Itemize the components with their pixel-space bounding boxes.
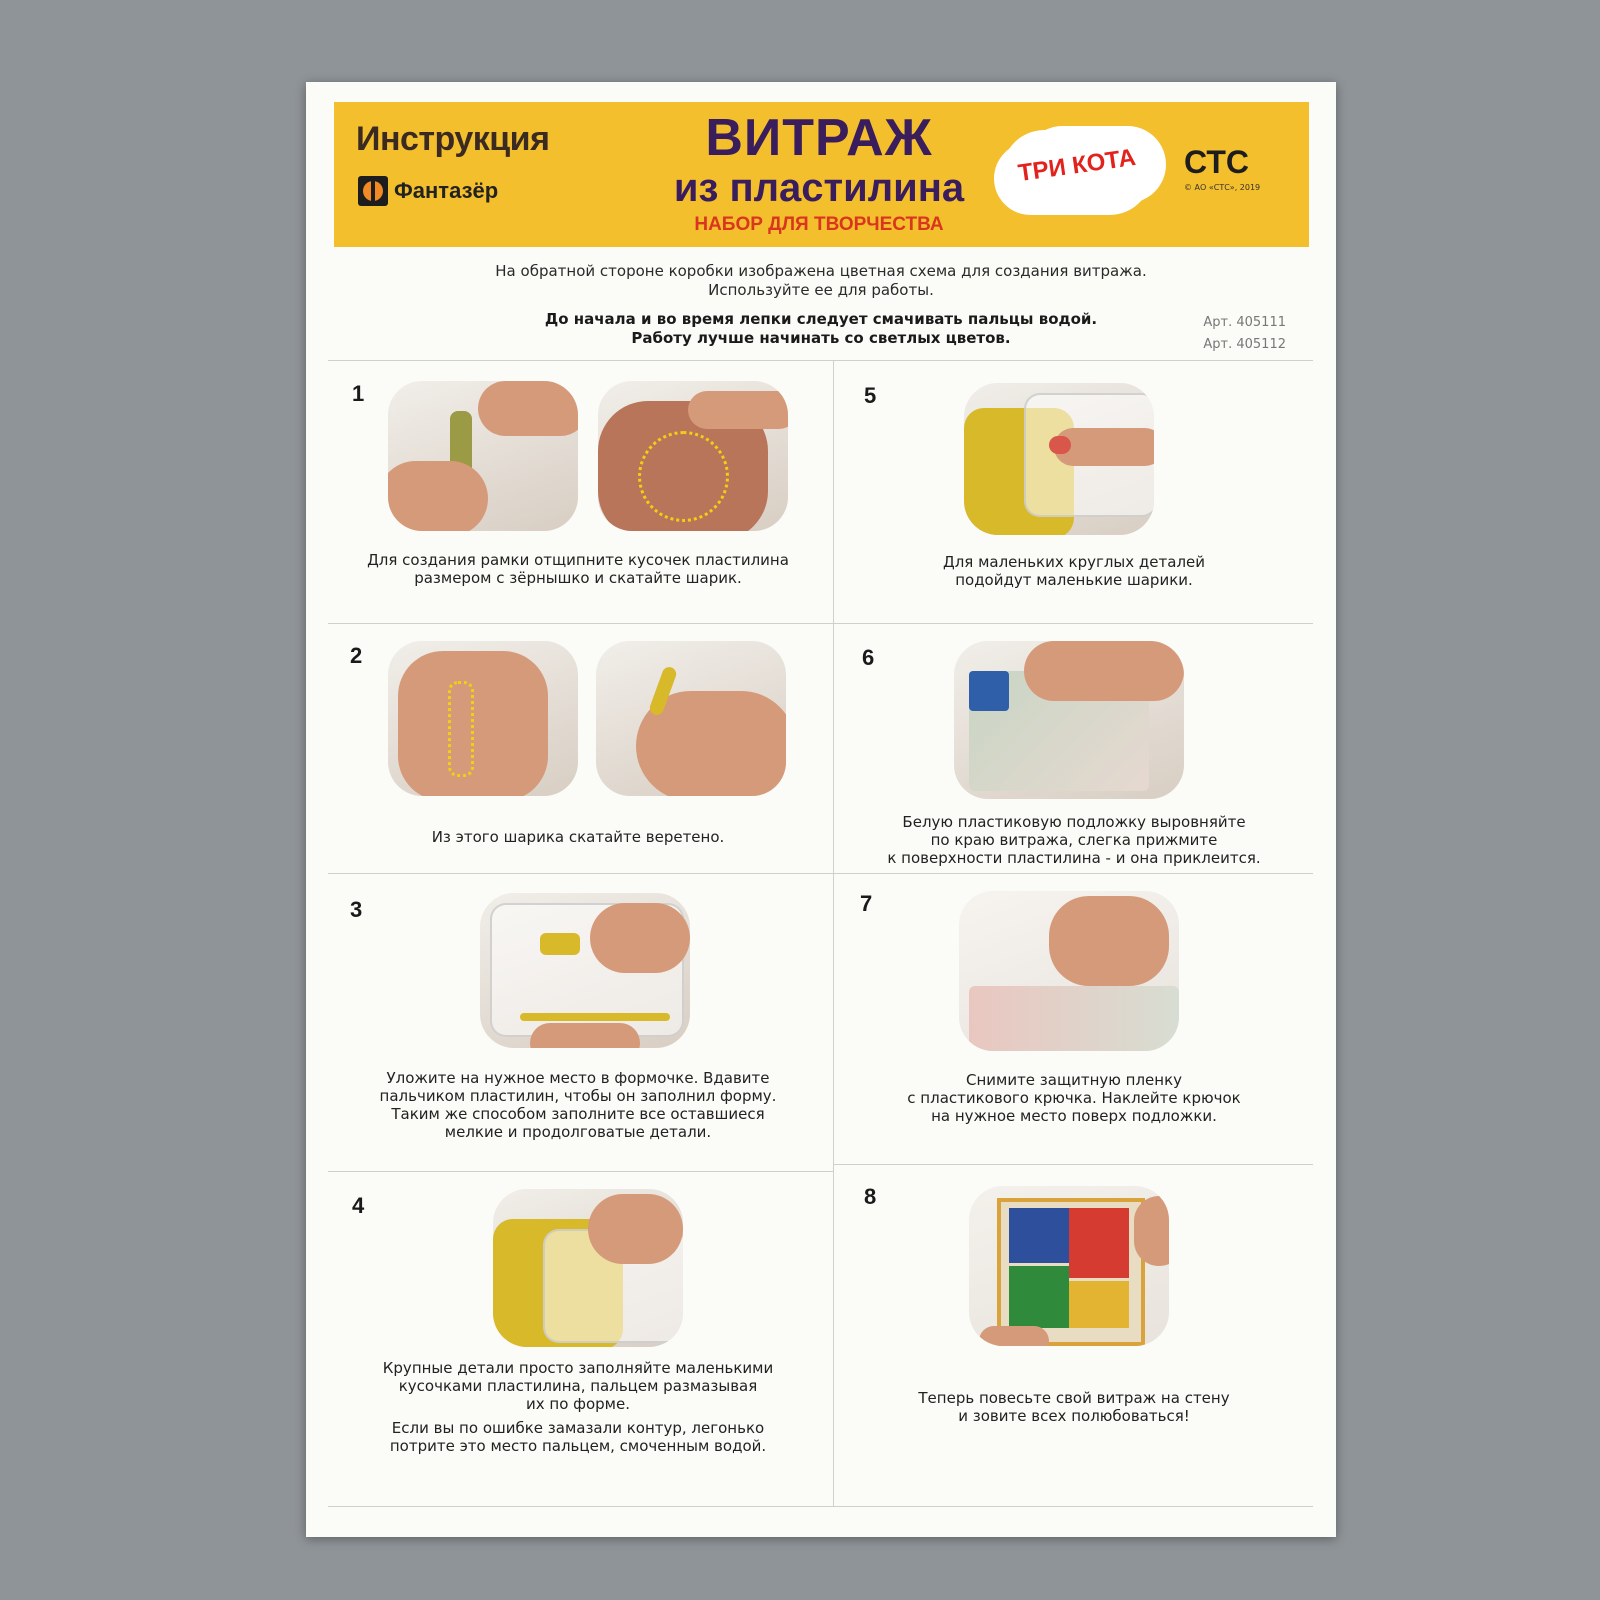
- instruction-label: Инструкция: [356, 120, 550, 158]
- brand-name: Фантазёр: [394, 178, 499, 203]
- page-subtitle: из пластилина: [673, 166, 965, 210]
- step-photo: [964, 383, 1154, 535]
- step-caption: [348, 1359, 808, 1455]
- step-8: [834, 1164, 1313, 1506]
- ctc-logo-text: СТС: [1184, 144, 1249, 180]
- caption-line: Для создания рамки отщипните кусочек пластилина: [367, 551, 789, 569]
- caption-line: Белую пластиковую подложку выровняйте: [902, 813, 1246, 831]
- caption-line: размером с зёрнышко и скатайте шарик.: [414, 569, 742, 587]
- step-caption: [348, 551, 808, 587]
- intro-line-2: Используйте ее для работы.: [708, 281, 934, 299]
- step-photo: [954, 641, 1184, 799]
- step-number: 6: [862, 645, 875, 670]
- step-5: [834, 361, 1313, 623]
- caption-line: их по форме.: [526, 1395, 630, 1413]
- header-banner: [334, 102, 1309, 247]
- caption-line: с пластикового крючка. Наклейте крючок: [907, 1089, 1241, 1107]
- caption-line: потрите это место пальцем, смоченным водой.: [389, 1437, 767, 1455]
- brand-logo: [358, 176, 498, 206]
- steps-grid: [328, 360, 1313, 1507]
- step-number: 7: [860, 891, 873, 916]
- caption-line: подойдут маленькие шарики.: [955, 571, 1193, 589]
- step-caption: [348, 1069, 808, 1141]
- copyright: © АО «СТС», 2019: [1184, 183, 1261, 192]
- step-photo: [388, 381, 578, 531]
- article-number: Арт. 405111: [1203, 315, 1286, 330]
- step-caption: [854, 813, 1294, 867]
- caption-line: мелкие и продолговатые детали.: [444, 1123, 712, 1141]
- step-number: 1: [352, 381, 365, 406]
- instruction-sheet: [306, 82, 1336, 1537]
- caption-line: Если вы по ошибке замазали контур, легонько: [391, 1419, 765, 1437]
- intro-line-1: На обратной стороне коробки изображена цветная схема для создания витража.: [495, 262, 1147, 280]
- step-photo: [493, 1189, 683, 1347]
- step-photo: [598, 381, 788, 531]
- tri-kota-logo-text: ТРИ КОТА: [1016, 143, 1138, 188]
- intro-text: [366, 262, 1276, 300]
- caption-line: по краю витража, слегка прижмите: [930, 831, 1218, 849]
- step-caption: [854, 1389, 1294, 1425]
- step-number: 3: [350, 897, 363, 922]
- caption-line: Из этого шарика скатайте веретено.: [431, 828, 725, 846]
- caption-line: Снимите защитную пленку: [965, 1071, 1183, 1089]
- step-number: 2: [350, 643, 363, 668]
- step-photo: [969, 1186, 1169, 1346]
- step-photo: [480, 893, 690, 1048]
- caption-line: кусочками пластилина, пальцем размазывая: [398, 1377, 758, 1395]
- step-photo: [959, 891, 1179, 1051]
- caption-line: Крупные детали просто заполняйте маленькими: [382, 1359, 774, 1377]
- tri-kota-logo: [1002, 130, 1152, 215]
- intro-bold-1: До начала и во время лепки следует смачивать пальцы водой.: [544, 310, 1098, 328]
- kit-label: НАБОР ДЛЯ ТВОРЧЕСТВА: [694, 214, 944, 235]
- step-caption: [854, 1071, 1294, 1125]
- caption-line: к поверхности пластилина - и она приклеится.: [887, 849, 1261, 867]
- caption-line: Уложите на нужное место в формочке. Вдавите: [386, 1069, 770, 1087]
- page-title: ВИТРАЖ: [705, 109, 933, 167]
- intro-bold-text: [366, 310, 1276, 348]
- step-number: 5: [864, 383, 877, 408]
- caption-line: Теперь повесьте свой витраж на стену: [918, 1389, 1230, 1407]
- intro-bold-2: Работу лучше начинать со светлых цветов.: [631, 329, 1011, 347]
- caption-line: пальчиком пластилин, чтобы он заполнил форму.: [379, 1087, 777, 1105]
- step-number: 4: [352, 1193, 365, 1218]
- step-6: [834, 623, 1313, 873]
- step-1: [328, 361, 833, 623]
- caption-line: и зовите всех полюбоваться!: [958, 1407, 1190, 1425]
- caption-line: Для маленьких круглых деталей: [942, 553, 1206, 571]
- caption-line: на нужное место поверх подложки.: [931, 1107, 1217, 1125]
- caption-line: Таким же способом заполните все оставшиеся: [391, 1105, 765, 1123]
- step-caption: [854, 553, 1294, 589]
- step-photo: [596, 641, 786, 796]
- step-4: [328, 1171, 833, 1506]
- article-number: Арт. 405112: [1203, 337, 1286, 352]
- step-photo: [388, 641, 578, 796]
- step-7: [834, 873, 1313, 1164]
- step-3: [328, 873, 833, 1171]
- step-2: [328, 623, 833, 873]
- article-numbers: [1176, 312, 1286, 356]
- ctc-logo: [1184, 144, 1294, 192]
- step-caption: [348, 828, 808, 846]
- fantazer-logo-icon: [358, 176, 388, 206]
- step-number: 8: [864, 1184, 877, 1209]
